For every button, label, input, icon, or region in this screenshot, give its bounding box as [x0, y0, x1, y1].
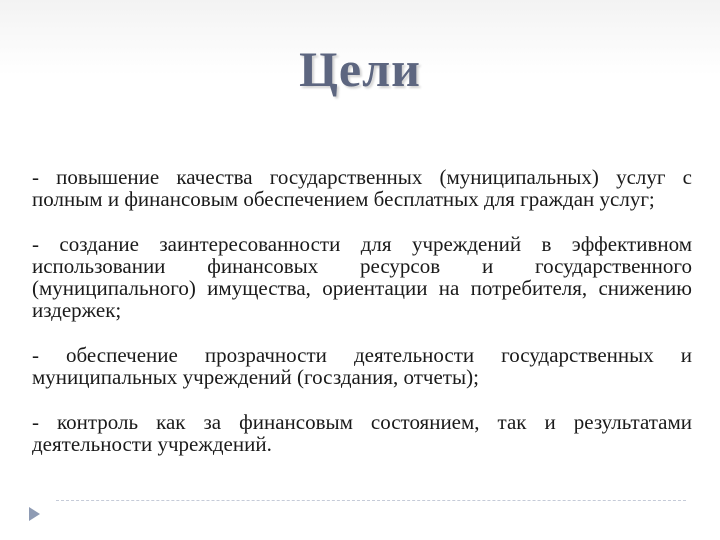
goal-paragraph-4: - контроль как за финансовым состоянием, так и результатами деятельности учреждений. — [32, 410, 692, 456]
footer-divider — [56, 500, 686, 501]
slide-body — [32, 166, 692, 455]
slide-title: Цели — [299, 41, 421, 97]
triangle-bullet-icon — [29, 507, 40, 521]
goal-paragraph-2: - создание заинтересованности для учреждений в эффективном использовании финансовых ресурсов и государственного (муниципального) имущества, ориентации на потребителя, снижению издержек; — [32, 232, 692, 322]
goal-paragraph-3: - обеспечение прозрачности деятельности государственных и муниципальных учреждений (госздания, отчеты); — [32, 343, 692, 389]
goal-paragraph-1: - повышение качества государственных (муниципальных) услуг с полным и финансовым обеспечением бесплатных для граждан услуг; — [32, 165, 692, 211]
